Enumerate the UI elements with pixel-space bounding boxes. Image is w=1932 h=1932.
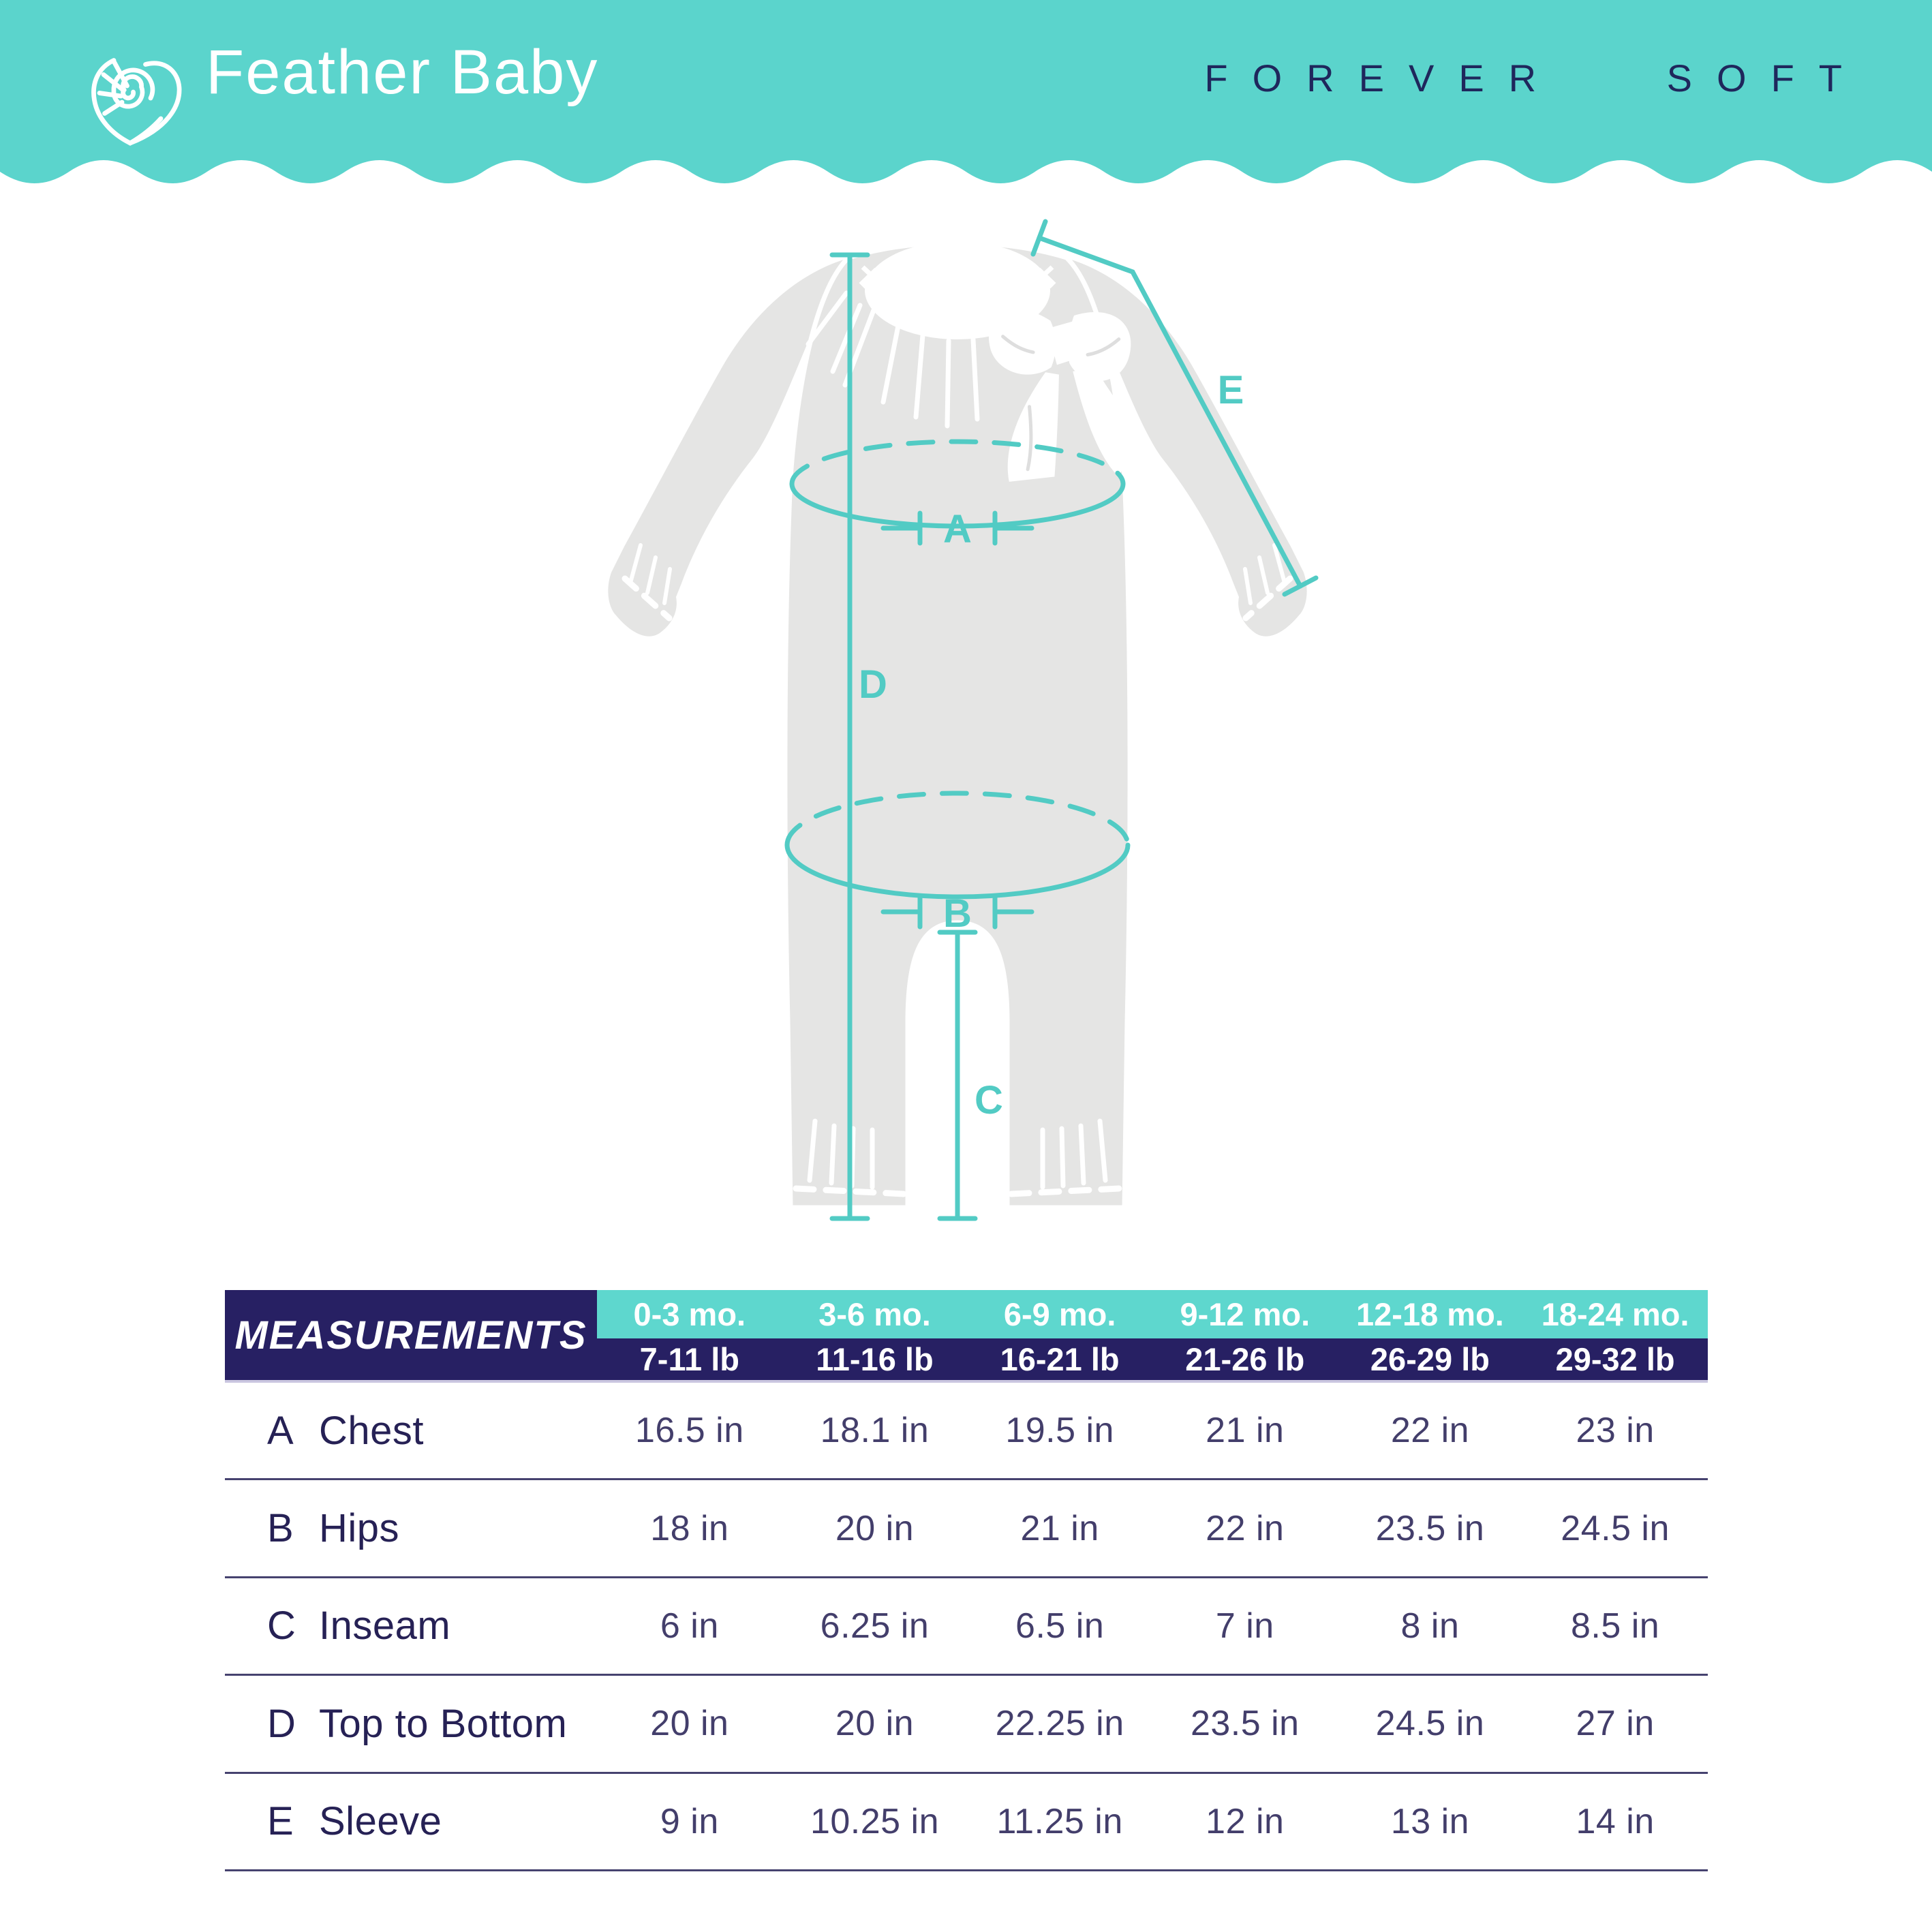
- row-letter: A: [267, 1408, 294, 1453]
- measurements-table-header: [225, 1290, 1708, 1383]
- cell-value: 22.25 in: [995, 1704, 1124, 1744]
- cell-value: 18 in: [650, 1508, 729, 1548]
- table-row-top-to-bottom: [225, 1676, 1708, 1773]
- weight-col-3: 21-26 lb: [1152, 1338, 1338, 1380]
- row-letter: B: [267, 1506, 294, 1551]
- cell-value: 8 in: [1400, 1606, 1460, 1646]
- brand-title: Feather Baby: [206, 37, 599, 107]
- cell-value: 12 in: [1206, 1801, 1285, 1841]
- inseam-measure-line: [940, 932, 975, 1218]
- row-name: Hips: [319, 1506, 400, 1551]
- age-col-5: 18-24 mo.: [1522, 1290, 1708, 1338]
- cell-value: 23.5 in: [1375, 1508, 1485, 1548]
- page-header: [0, 0, 1932, 204]
- label-E: E: [1217, 368, 1244, 412]
- cell-value: 18.1 in: [820, 1411, 930, 1451]
- weight-col-4: 26-29 lb: [1338, 1338, 1523, 1380]
- label-C: C: [975, 1078, 1003, 1122]
- cell-value: 20 in: [835, 1508, 915, 1548]
- row-letter: E: [267, 1799, 294, 1844]
- row-letter: C: [267, 1604, 296, 1649]
- cell-value: 21 in: [1206, 1411, 1285, 1451]
- measurements-table-body: [225, 1383, 1708, 1871]
- cell-value: 6.25 in: [820, 1606, 930, 1646]
- cell-value: 23.5 in: [1190, 1704, 1300, 1744]
- cell-value: 20 in: [835, 1704, 915, 1744]
- row-name: Inseam: [319, 1604, 451, 1649]
- cell-value: 23 in: [1576, 1411, 1655, 1451]
- cell-value: 8.5 in: [1571, 1606, 1660, 1646]
- cell-value: 11.25 in: [996, 1801, 1123, 1841]
- row-letter: D: [267, 1701, 296, 1746]
- table-row-sleeve: [225, 1774, 1708, 1871]
- age-col-2: 6-9 mo.: [967, 1290, 1152, 1338]
- table-row-inseam: [225, 1578, 1708, 1676]
- table-row-chest: [225, 1383, 1708, 1480]
- cell-value: 7 in: [1215, 1606, 1274, 1646]
- cell-value: 21 in: [1020, 1508, 1099, 1548]
- age-col-3: 9-12 mo.: [1152, 1290, 1338, 1338]
- weight-col-1: 11-16 lb: [782, 1338, 968, 1380]
- cell-value: 9 in: [660, 1801, 719, 1841]
- cell-value: 6 in: [660, 1606, 719, 1646]
- brand-tagline: FOREVER SOFT: [1204, 57, 1867, 99]
- cell-value: 6.5 in: [1015, 1606, 1105, 1646]
- table-title: MEASUREMENTS: [225, 1290, 597, 1380]
- brand-row: [0, 0, 1932, 164]
- label-B: B: [943, 891, 972, 936]
- age-col-1: 3-6 mo.: [782, 1290, 968, 1338]
- cell-value: 27 in: [1576, 1704, 1655, 1744]
- table-row-hips: [225, 1480, 1708, 1578]
- row-name: Top to Bottom: [319, 1701, 568, 1746]
- row-name: Sleeve: [319, 1799, 442, 1844]
- cell-value: 22 in: [1206, 1508, 1285, 1548]
- nautilus-shell-heart-icon: [65, 29, 187, 151]
- age-col-4: 12-18 mo.: [1338, 1290, 1523, 1338]
- cell-value: 19.5 in: [1005, 1411, 1114, 1451]
- weight-col-5: 29-32 lb: [1522, 1338, 1708, 1380]
- label-D: D: [859, 662, 887, 707]
- weight-col-0: 7-11 lb: [597, 1338, 782, 1380]
- cell-value: 24.5 in: [1561, 1508, 1670, 1548]
- cell-value: 16.5 in: [635, 1411, 744, 1451]
- age-col-0: 0-3 mo.: [597, 1290, 782, 1338]
- cell-value: 13 in: [1390, 1801, 1470, 1841]
- weight-col-2: 16-21 lb: [967, 1338, 1152, 1380]
- row-name: Chest: [319, 1408, 425, 1453]
- cell-value: 20 in: [650, 1704, 729, 1744]
- label-A: A: [943, 507, 972, 551]
- cell-value: 10.25 in: [810, 1801, 939, 1841]
- cell-value: 22 in: [1390, 1411, 1470, 1451]
- cell-value: 14 in: [1576, 1801, 1655, 1841]
- cell-value: 24.5 in: [1375, 1704, 1485, 1744]
- romper-measurement-diagram: [566, 204, 1356, 1240]
